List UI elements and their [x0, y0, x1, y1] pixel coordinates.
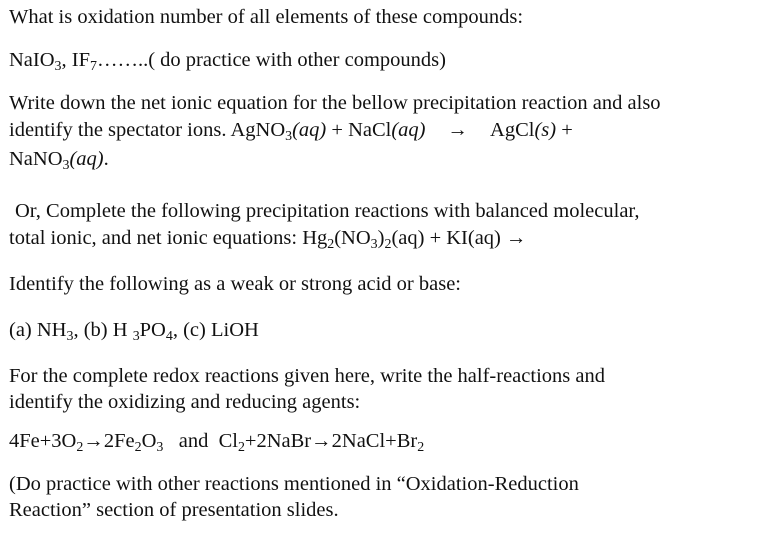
q2-line1: Write down the net ionic equation for the bellow precipitation reaction and also	[9, 92, 661, 114]
q2-line2: identify the spectator ions. AgNO$_3$(aq) + NaCl(aq) → AgCl(s) +	[9, 119, 573, 144]
q2-line3: NaNO$_3$(aq).	[9, 148, 109, 173]
reaction-arrow: →	[83, 430, 104, 452]
compound-naio3: NaIO$_3$	[9, 49, 62, 74]
q6-line1: (Do practice with other reactions mentioned in “Oxidation-Reduction	[9, 473, 579, 495]
q5-line2: identify the oxidizing and reducing agents:	[9, 391, 361, 413]
q4-prompt: Identify the following as a weak or strong acid or base:	[9, 273, 462, 295]
q3-line1: Or, Complete the following precipitation reactions with balanced molecular,	[15, 200, 640, 222]
q5-reactions: $4Fe+3O_2\to 2Fe_2O_3$ and $Cl_2+2NaBr\to 2NaCl+Br_2$	[9, 430, 425, 455]
q6-line2: Reaction” section of presentation slides.	[9, 499, 339, 521]
compound-if7: $IF_7$	[71, 49, 97, 74]
q1-prompt: What is oxidation number of all elements of these compounds:	[9, 6, 524, 28]
practice-note: ……..( do practice with other compounds)	[96, 49, 446, 71]
q5-line1: For the complete redox reactions given here, write the half-reactions and	[9, 365, 605, 387]
reaction-arrow: →	[447, 119, 469, 141]
reaction-arrow: →	[506, 227, 527, 249]
q1-compounds: NaIO$_3$, $IF_7\dots\dots$..( do practice with other compounds)	[9, 49, 446, 74]
q4-items: (a) $NH_3$, (b) H $_3PO_4$, (c) LiOH	[9, 319, 259, 344]
reaction-arrow: →	[311, 430, 332, 452]
q3-line2: total ionic, and net ionic equations: $Hg_2(NO_3)_2(aq) + KI(aq)$ →	[9, 227, 527, 252]
